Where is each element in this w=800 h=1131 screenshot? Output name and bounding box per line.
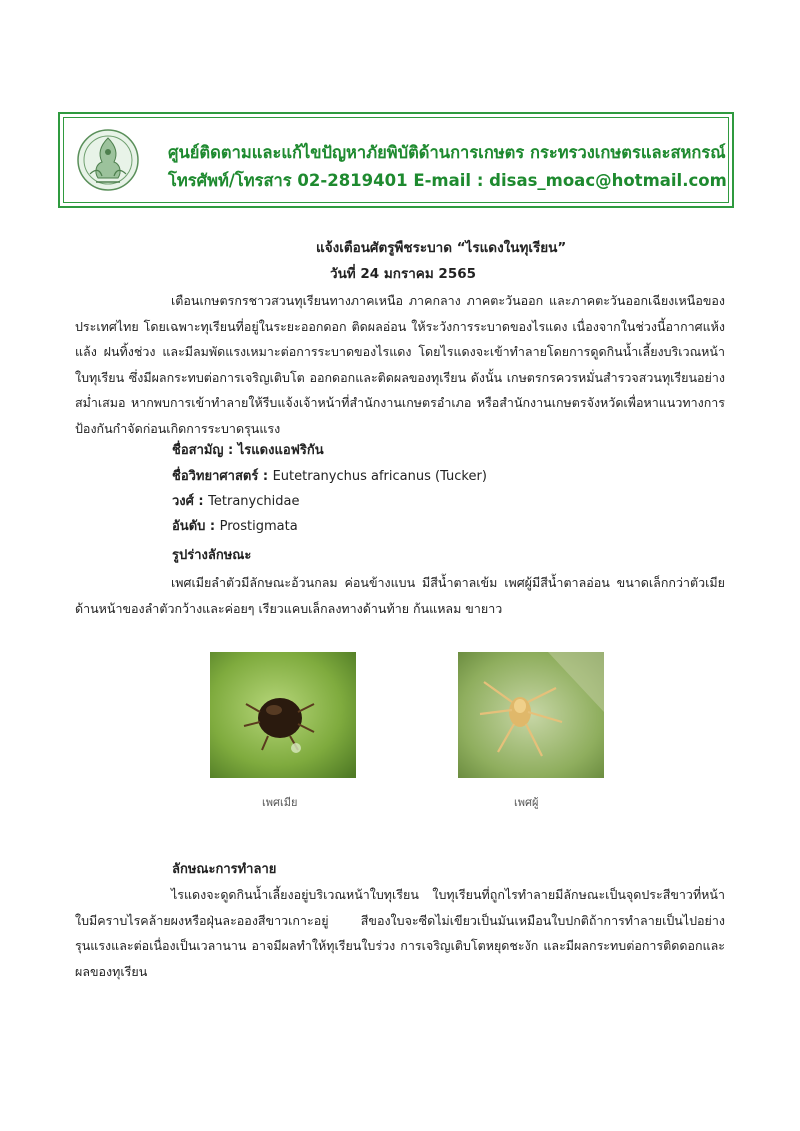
male-caption: เพศผู้: [514, 796, 539, 809]
family-row: [172, 490, 299, 511]
damage-paragraph: [75, 882, 725, 984]
order-value: Prostigmata: [219, 519, 298, 534]
morphology-heading: รูปร่างลักษณะ: [172, 548, 252, 563]
ministry-seal-icon: [76, 128, 140, 192]
header-banner: [58, 112, 734, 208]
page-title: แจ้งเตือนศัตรูพืชระบาด “ไรแดงในทุเรียน”: [316, 240, 567, 256]
intro-paragraph: [75, 288, 725, 442]
intro-text: เตือนเกษตรกรชาวสวนทุเรียนทางภาคเหนือ ภาคกลาง ภาคตะวันออก และภาคตะวันออกเฉียงเหนือของประเทศไทย โดยเฉพาะทุเรียนที่อยู่ในระยะออกดอก ติดผลอ่อน ให้ระวังการระบาดของไรแดง เนื่องจากในช่วงนี้อากาศแห้งแล้ง ฝนทิ้งช่วง และมีลมพัดแรงเหมาะต่อการระบาดของไรแดง โดยไรแดงจะเข้าทำลายโดยการดูดกินน้ำเลี้ยงบริเวณหน้าใบทุเรียน ซึ่งมีผลกระทบต่อการเจริญเติบโต ออกดอกและติดผลของทุเรียน ดังนั้น เกษตรกรควรหมั่นสำรวจสวนทุเรียนอย่างสม่ำเสมอ หากพบการเข้าทำลายให้รีบแจ้งเจ้าหน้าที่สำนักงานเกษตรอำเภอ หรือสำนักงานเกษตรจังหวัดเพื่อหาแนวทางการป้องกันกำจัดก่อนเกิดการระบาดรุนแรง: [75, 293, 725, 436]
morphology-paragraph: [75, 570, 725, 621]
damage-heading: ลักษณะการทำลาย: [172, 862, 277, 877]
common-name-label: ชื่อสามัญ :: [172, 443, 238, 458]
announcement-date: วันที่ 24 มกราคม 2565: [330, 266, 477, 282]
common-name-row: [172, 439, 324, 460]
female-mite-photo: [210, 652, 356, 778]
scientific-name-value: Eutetranychus africanus (Tucker): [272, 469, 487, 484]
male-mite-photo: [458, 652, 604, 778]
contact-info: โทรศัพท์/โทรสาร 02-2819401 E-mail : disas_moac@hotmail.com: [168, 171, 727, 190]
order-label: อันดับ :: [172, 519, 220, 534]
scientific-name-row: [172, 465, 487, 486]
scientific-name-label: ชื่อวิทยาศาสตร์ :: [172, 469, 273, 484]
organization-name: ศูนย์ติดตามและแก้ไขปัญหาภัยพิบัติด้านการเกษตร กระทรวงเกษตรและสหกรณ์: [168, 143, 726, 162]
common-name-value: ไรแดงแอฟริกัน: [237, 443, 324, 458]
family-label: วงศ์ :: [172, 494, 209, 509]
female-caption: เพศเมีย: [262, 796, 298, 809]
order-row: [172, 515, 298, 536]
morphology-text: เพศเมียลำตัวมีลักษณะอ้วนกลม ค่อนข้างแบน มีสีน้ำตาลเข้ม เพศผู้มีสีน้ำตาลอ่อน ขนาดเล็กกว่าตัวเมียด้านหน้าของลำตัวกว้างและค่อยๆ เรียวแคบเล็กลงทางด้านท้าย ก้นแหลม ขายาว: [75, 575, 725, 616]
damage-text: ไรแดงจะดูดกินน้ำเลี้ยงอยู่บริเวณหน้าใบทุเรียน ใบทุเรียนที่ถูกไรทำลายมีลักษณะเป็นจุดประสีขาวที่หน้าใบมีคราบไรคล้ายผงหรือฝุ่นละอองสีขาวเกาะอยู่ สีของใบจะซีดไม่เขียวเป็นมันเหมือนใบปกติถ้าการทำลายเป็นไปอย่างรุนแรงและต่อเนื่องเป็นเวลานาน อาจมีผลทำให้ทุเรียนใบร่วง การเจริญเติบโตหยุดชะงัก และมีผลกระทบต่อการติดดอกและผลของทุเรียน: [75, 887, 725, 979]
family-value: Tetranychidae: [208, 494, 300, 509]
